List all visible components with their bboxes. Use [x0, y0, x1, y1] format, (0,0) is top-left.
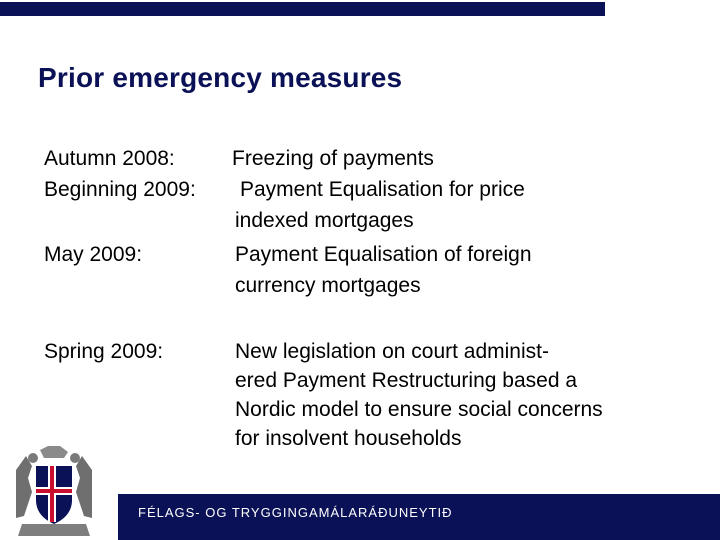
item-text-line: for insolvent households	[235, 427, 462, 450]
ministry-name: FÉLAGS- OG TRYGGINGAMÁLARÁÐUNEYTIÐ	[138, 505, 453, 520]
item-label-autumn-2008: Autumn 2008:	[44, 147, 175, 170]
item-text-line: indexed mortgages	[235, 209, 414, 232]
item-label-may-2009: May 2009:	[44, 243, 143, 266]
coat-of-arms-icon	[6, 444, 102, 540]
item-label-spring-2009: Spring 2009:	[44, 340, 164, 363]
item-text-line: Freezing of payments	[232, 147, 434, 170]
item-text-line: currency mortgages	[235, 274, 421, 297]
item-text-line: Payment Equalisation for price	[240, 178, 525, 201]
top-accent-bar	[0, 2, 605, 16]
slide-title: Prior emergency measures	[38, 62, 403, 93]
item-text-line: Payment Equalisation of foreign	[235, 243, 532, 266]
item-label-beginning-2009: Beginning 2009:	[44, 178, 196, 201]
item-text-line: New legislation on court administ-	[235, 340, 549, 363]
item-text-line: Nordic model to ensure social concerns	[235, 398, 603, 421]
item-text-line: ered Payment Restructuring based a	[235, 369, 578, 392]
